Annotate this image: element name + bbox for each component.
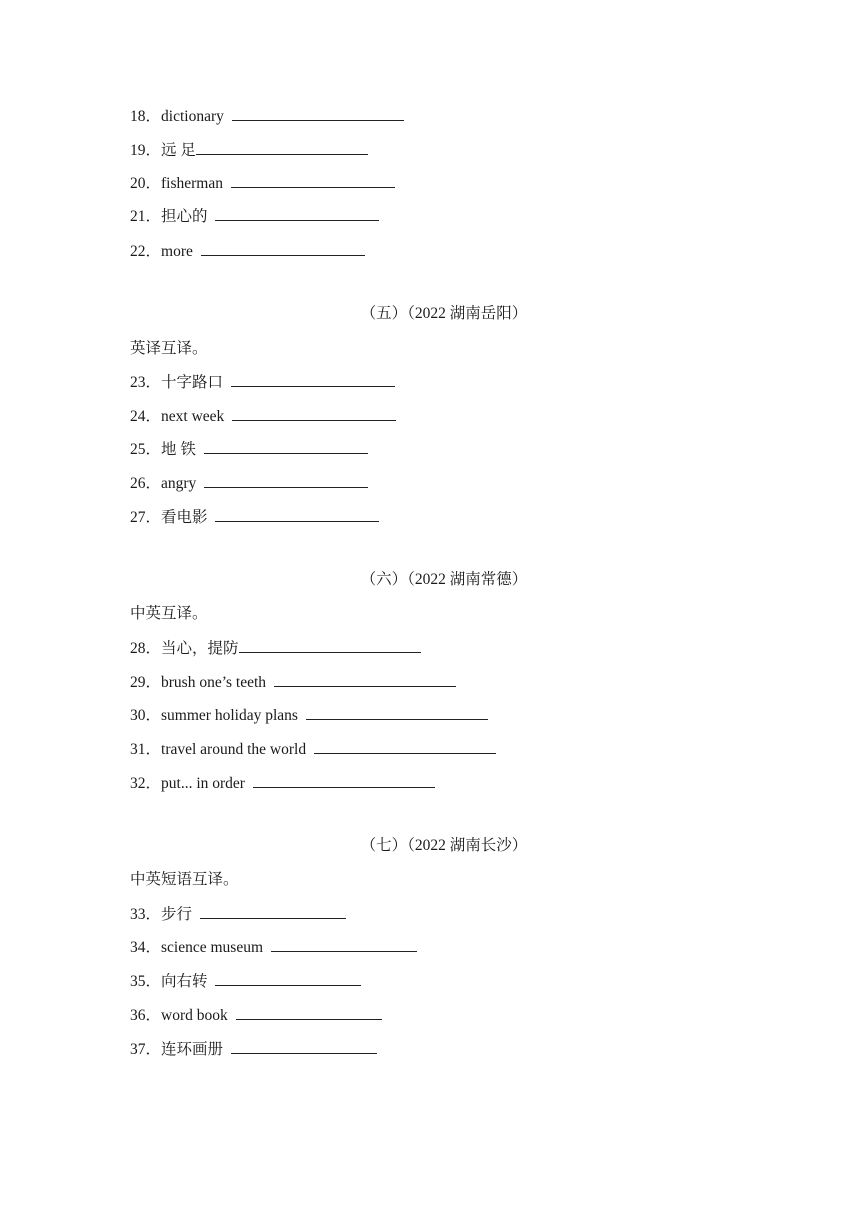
question-number: 34．	[130, 939, 162, 956]
question-21	[130, 206, 379, 226]
question-number: 22．	[130, 243, 162, 260]
question-text: fisherman	[161, 175, 227, 192]
question-text: 步行	[161, 906, 196, 923]
question-18	[130, 106, 404, 126]
section-6-title: （六）（2022 湖南常德）	[360, 571, 528, 588]
answer-blank[interactable]	[231, 173, 395, 188]
question-20	[130, 173, 395, 193]
question-number: 37．	[130, 1041, 162, 1058]
question-number: 19．	[130, 142, 162, 159]
question-25	[130, 439, 368, 459]
question-30	[130, 705, 488, 725]
question-number: 27．	[130, 509, 162, 526]
question-24	[130, 406, 396, 426]
answer-blank[interactable]	[306, 705, 488, 720]
question-26	[130, 473, 368, 493]
answer-blank[interactable]	[271, 937, 417, 952]
question-number: 21．	[130, 208, 162, 225]
question-text: 担心的	[161, 208, 212, 225]
question-text: summer holiday plans	[161, 707, 302, 724]
answer-blank[interactable]	[215, 206, 379, 221]
answer-blank[interactable]	[200, 904, 346, 919]
question-34	[130, 937, 417, 957]
question-text: 远 足	[161, 142, 196, 159]
question-28	[130, 638, 421, 658]
answer-blank[interactable]	[231, 372, 395, 387]
question-text: brush one’s teeth	[161, 674, 270, 691]
question-number: 23．	[130, 374, 162, 391]
section-5-title: （五）（2022 湖南岳阳）	[360, 305, 528, 322]
question-29	[130, 672, 456, 692]
question-number: 25．	[130, 441, 162, 458]
answer-blank[interactable]	[239, 638, 421, 653]
answer-blank[interactable]	[314, 739, 496, 754]
question-text: 连环画册	[161, 1041, 227, 1058]
answer-blank[interactable]	[196, 140, 368, 155]
question-31	[130, 739, 496, 759]
question-35	[130, 971, 361, 991]
answer-blank[interactable]	[215, 971, 361, 986]
question-number: 31．	[130, 741, 162, 758]
question-text: put... in order	[161, 775, 249, 792]
question-number: 18．	[130, 108, 162, 125]
question-text: 地 铁	[161, 441, 200, 458]
section-7-instruction: 中英短语互译。	[130, 871, 239, 888]
section-5-instruction: 英译互译。	[130, 340, 208, 357]
answer-blank[interactable]	[236, 1005, 382, 1020]
question-number: 20．	[130, 175, 162, 192]
question-text: 十字路口	[161, 374, 227, 391]
question-text: dictionary	[161, 108, 228, 125]
question-number: 35．	[130, 973, 162, 990]
question-27	[130, 507, 379, 527]
question-text: word book	[161, 1007, 232, 1024]
answer-blank[interactable]	[204, 439, 368, 454]
question-text: travel around the world	[161, 741, 310, 758]
question-text: 看电影	[161, 509, 212, 526]
question-number: 24．	[130, 408, 162, 425]
question-33	[130, 904, 346, 924]
question-text: science museum	[161, 939, 267, 956]
question-number: 26．	[130, 475, 162, 492]
question-19	[130, 140, 368, 160]
answer-blank[interactable]	[215, 507, 379, 522]
question-text: more	[161, 243, 197, 260]
answer-blank[interactable]	[201, 241, 365, 256]
section-7-title: （七）（2022 湖南长沙）	[360, 837, 528, 854]
answer-blank[interactable]	[231, 1039, 377, 1054]
question-22	[130, 241, 365, 261]
answer-blank[interactable]	[232, 106, 404, 121]
answer-blank[interactable]	[253, 773, 435, 788]
question-23	[130, 372, 395, 392]
question-number: 28．	[130, 640, 162, 657]
section-6-instruction: 中英互译。	[130, 605, 208, 622]
question-number: 32．	[130, 775, 162, 792]
question-32	[130, 773, 435, 793]
question-number: 33．	[130, 906, 162, 923]
question-text: 向右转	[161, 973, 212, 990]
question-number: 36．	[130, 1007, 162, 1024]
question-text: angry	[161, 475, 201, 492]
question-36	[130, 1005, 382, 1025]
question-37	[130, 1039, 377, 1059]
answer-blank[interactable]	[274, 672, 456, 687]
question-text: next week	[161, 408, 229, 425]
answer-blank[interactable]	[232, 406, 396, 421]
question-text: 当心，提防	[161, 640, 239, 657]
question-number: 29．	[130, 674, 162, 691]
answer-blank[interactable]	[204, 473, 368, 488]
question-number: 30．	[130, 707, 162, 724]
